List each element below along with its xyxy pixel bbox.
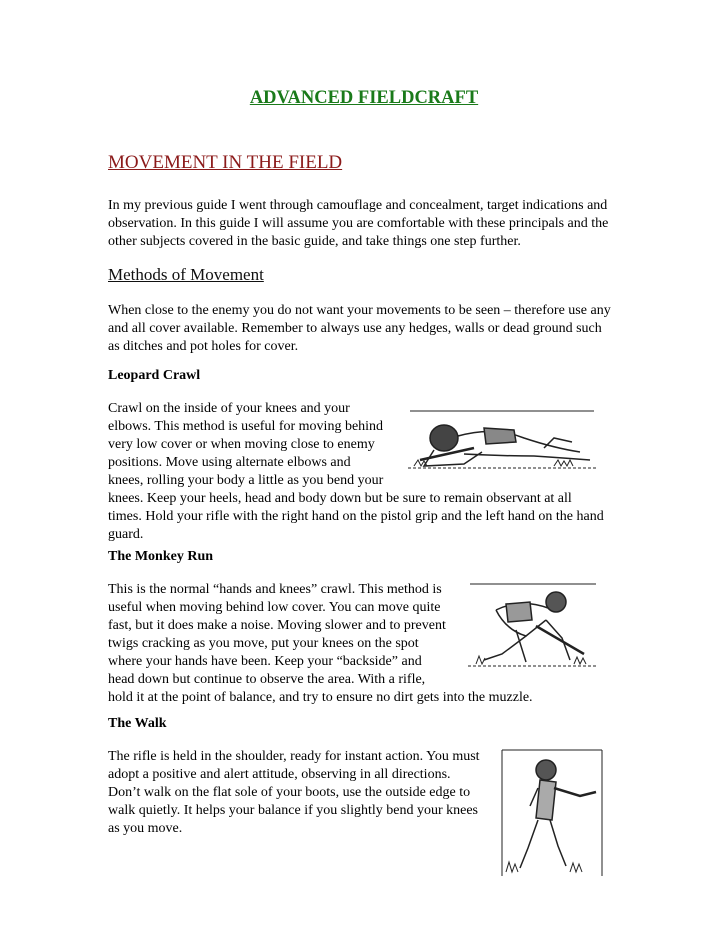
section-heading-methods: Methods of Movement: [108, 265, 264, 284]
monkey-run-line: twigs cracking as you move, put your knees on the spot: [108, 636, 419, 651]
leopard-crawl-line: knees. Keep your heels, head and body down but be sure to remain observant at all: [108, 491, 572, 506]
leopard-crawl-line: Crawl on the inside of your knees and your: [108, 401, 350, 416]
subheading-leopard-crawl: Leopard Crawl: [108, 368, 201, 383]
leopard-crawl-illustration: [404, 408, 600, 474]
monkey-run-illustration: [466, 580, 600, 672]
intro-line: In my previous guide I went through camouflage and concealment, target indications and: [108, 198, 608, 213]
subheading-the-walk: The Walk: [108, 716, 167, 731]
leopard-crawl-line: knees, rolling your body a little as you bend your: [108, 473, 384, 488]
monkey-run-line: fast, but it does make a noise. Moving slower and to prevent: [108, 618, 446, 633]
methods-line: and all cover available. Remember to always use any hedges, walls or dead ground such: [108, 321, 602, 336]
the-walk-line: walk quietly. It helps your balance if you slightly bend your knees: [108, 803, 479, 818]
the-walk-paragraph: [108, 748, 480, 838]
methods-line: as ditches and pot holes for cover.: [108, 339, 299, 354]
monkey-run-line: head down but continue to observe the area. With a rifle,: [108, 672, 426, 687]
monkey-run-line: where your hands have been. Keep your “backside” and: [108, 654, 422, 669]
leopard-crawl-line: guard.: [108, 527, 144, 542]
methods-paragraph: [108, 302, 611, 356]
leopard-crawl-line: elbows. This method is useful for moving behind: [108, 419, 384, 434]
the-walk-line: as you move.: [108, 821, 183, 836]
intro-line: other subjects covered in the basic guide, and take things one step further.: [108, 234, 521, 249]
intro-line: observation. In this guide I will assume you are comfortable with these principals and the: [108, 216, 609, 231]
leopard-crawl-line: times. Hold your rifle with the right hand on the pistol grip and the left hand on the hand: [108, 509, 604, 524]
subheading-monkey-run: The Monkey Run: [108, 549, 214, 564]
leopard-crawl-line: positions. Move using alternate elbows and: [108, 455, 351, 470]
methods-line: When close to the enemy you do not want your movements to be seen – therefore use any: [108, 303, 611, 318]
document-title: ADVANCED FIELDCRAFT: [249, 88, 479, 108]
the-walk-line: adopt a positive and alert attitude, observing in all directions.: [108, 767, 451, 782]
the-walk-line: The rifle is held in the shoulder, ready for instant action. You must: [108, 749, 480, 764]
monkey-run-line: hold it at the point of balance, and try to ensure no dirt gets into the muzzle.: [108, 690, 533, 705]
intro-paragraph: [108, 197, 608, 251]
monkey-run-line: useful when moving behind low cover. You can move quite: [108, 600, 441, 615]
monkey-run-line: This is the normal “hands and knees” crawl. This method is: [108, 582, 442, 597]
the-walk-line: Don’t walk on the flat sole of your boots, use the outside edge to: [108, 785, 471, 800]
the-walk-illustration: [500, 748, 604, 878]
section-heading-movement: MOVEMENT IN THE FIELD: [108, 152, 343, 173]
leopard-crawl-line: very low cover or when moving close to enemy: [108, 437, 375, 452]
